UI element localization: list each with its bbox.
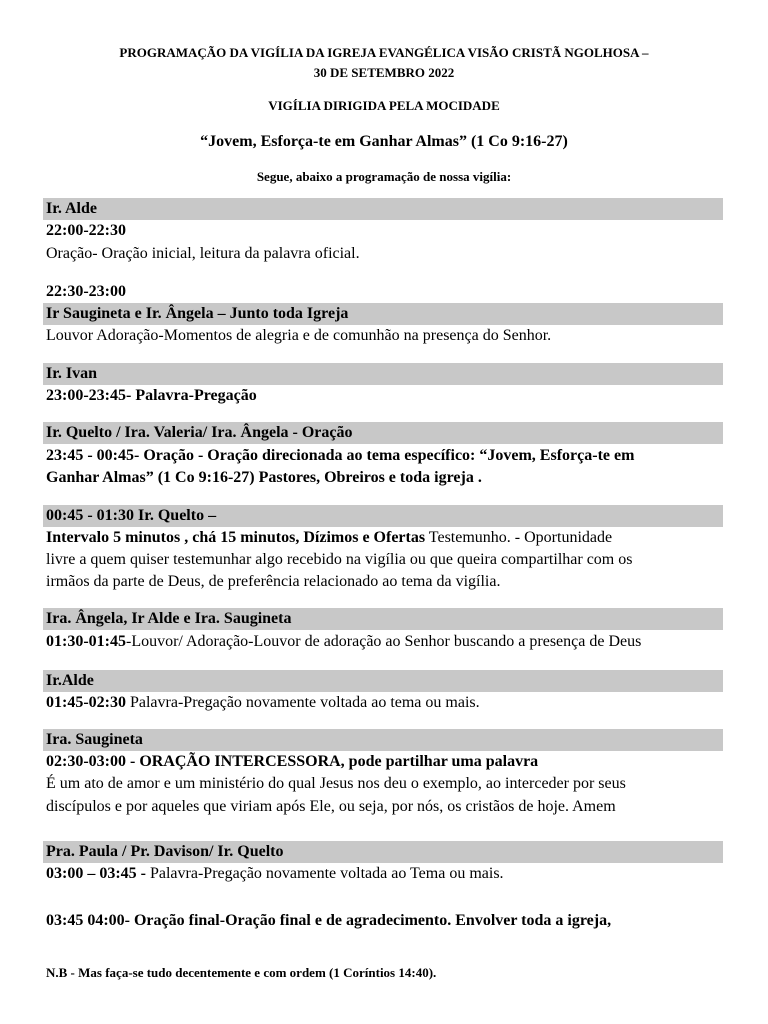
text-alde: Oração- Oração inicial, leitura da palavra oficial. bbox=[46, 245, 360, 262]
text-saugineta-line-3: discípulos e por aqueles que viriam após Ele, ou seja, por nós, os cristãos de hoje. Amem bbox=[46, 798, 616, 815]
intro-text: Segue, abaixo a programação de nossa vigília: bbox=[256, 169, 512, 184]
text-quelto-line-1: 23:45 - 00:45- Oração - Oração direcionada ao tema específico: “Jovem, Esforça-te em bbox=[46, 447, 635, 464]
intervalo-bold-text: Intervalo 5 minutos , chá 15 minutos, Dízimos e Ofertas bbox=[46, 529, 426, 546]
time-louvor: 22:30-23:00 bbox=[46, 283, 126, 300]
section-bar-ivan: Ir. Ivan bbox=[43, 363, 723, 385]
time-alde-2: 01:45-02:30 bbox=[46, 694, 126, 711]
text-intervalo-line-2: livre a quem quiser testemunhar algo recebido na vigília ou que queira compartilhar com os bbox=[46, 551, 633, 568]
text-intervalo-line-1 bbox=[46, 527, 726, 549]
text-saugineta-line-1: 02:30-03:00 - ORAÇÃO INTERCESSORA, pode partilhar uma palavra bbox=[46, 753, 539, 770]
section-bar-louvor: Ir Saugineta e Ir. Ângela – Junto toda Igreja bbox=[43, 303, 723, 325]
text-final: 03:45 04:00- Oração final-Oração final e de agradecimento. Envolver toda a igreja, bbox=[46, 912, 612, 929]
text-paula bbox=[46, 863, 726, 885]
desc-angela: -Louvor/ Adoração-Louvor de adoração ao Senhor buscando a presença de Deus bbox=[125, 633, 642, 650]
section-bar-quelto: Ir. Quelto / Ira. Valeria/ Ira. Ângela - Oração bbox=[43, 422, 723, 444]
text-louvor: Louvor Adoração-Momentos de alegria e de comunhão na presença do Senhor. bbox=[46, 327, 552, 344]
vigil-theme: “Jovem, Esforça-te em Ganhar Almas” (1 Co 9:16-27) bbox=[200, 133, 568, 150]
document-title-line-2: 30 DE SETEMBRO 2022 bbox=[313, 65, 455, 80]
document-title-line-1: PROGRAMAÇÃO DA VIGÍLIA DA IGREJA EVANGÉLICA VISÃO CRISTÃ NGOLHOSA – bbox=[119, 45, 649, 60]
text-intervalo-line-3: irmãos da parte de Deus, de preferência relacionado ao tema da vigília. bbox=[46, 573, 501, 590]
section-bar-alde-2: Ir.Alde bbox=[43, 670, 723, 692]
desc-alde-2: Palavra-Pregação novamente voltada ao tema ou mais. bbox=[125, 694, 480, 711]
document-subtitle: VIGÍLIA DIRIGIDA PELA MOCIDADE bbox=[268, 98, 500, 113]
time-alde: 22:00-22:30 bbox=[46, 222, 126, 239]
section-bar-paula: Pra. Paula / Pr. Davison/ Ir. Quelto bbox=[43, 841, 723, 863]
footer-note: N.B - Mas faça-se tudo decentemente e com ordem (1 Coríntios 14:40). bbox=[46, 965, 437, 980]
section-bar-angela: Ira. Ângela, Ir Alde e Ira. Saugineta bbox=[43, 608, 723, 630]
text-angela bbox=[46, 631, 726, 653]
time-angela: 01:30-01:45 bbox=[46, 633, 126, 650]
text-saugineta-line-2: É um ato de amor e um ministério do qual Jesus nos deu o exemplo, ao interceder por seus bbox=[46, 775, 626, 792]
text-quelto-line-2: Ganhar Almas” (1 Co 9:16-27) Pastores, Obreiros e toda igreja . bbox=[46, 469, 482, 486]
desc-paula: Palavra-Pregação novamente voltada ao Tema ou mais. bbox=[145, 865, 504, 882]
section-bar-saugineta: Ira. Saugineta bbox=[43, 729, 723, 751]
intervalo-rest-text: Testemunho. - Oportunidade bbox=[425, 529, 613, 546]
text-alde-2 bbox=[46, 692, 726, 714]
time-paula: 03:00 – 03:45 - bbox=[46, 865, 146, 882]
text-ivan: 23:00-23:45- Palavra-Pregação bbox=[46, 387, 257, 404]
section-bar-alde: Ir. Alde bbox=[43, 198, 723, 220]
section-bar-intervalo: 00:45 - 01:30 Ir. Quelto – bbox=[43, 505, 723, 527]
